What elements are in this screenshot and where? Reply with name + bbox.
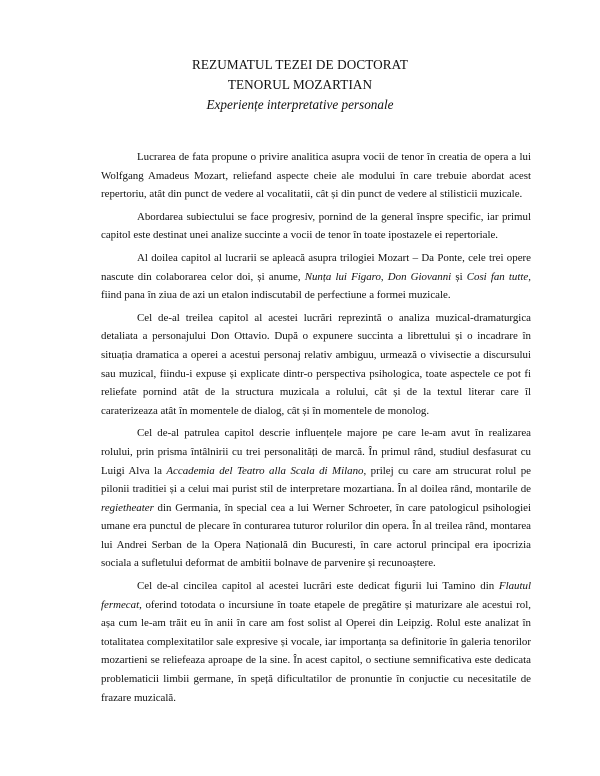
text-span: , xyxy=(380,270,388,283)
opera-title-don-giovanni: Don Giovanni xyxy=(387,270,452,283)
text-span: Cel de-al patrulea capitol descrie influențele majore pe care le-am avut în realizarea rolului, prin prisma întâlnirii cu trei personalități de marcă. În primul rând, studiul desfasurat cu Luigi Alva la xyxy=(101,427,531,477)
text-span: Cel de-al cincilea capitol al acestei lucrări este dedicat figurii lui Tamino din xyxy=(137,580,499,593)
text-span: , fiind pana în ziua de azi un etalon indiscutabil de perfectiune a formei muzicale. xyxy=(101,270,531,302)
text-span: și xyxy=(451,270,467,283)
paragraph-chapter-3: Cel de-al treilea capitol al acestei lucrări reprezintă o analiza muzical-dramaturgica detaliata a personajului Don Ottavio. După o expunere succinta a librettului și o incadrare în situația dramatica a operei a acestui personaj relativ ambiguu, urmează o vivisectie a discursului sau muzical, fiindu-i expuse și explicate dintr-o perspectiva psihologica, toate aspectele ce pot fi reliefate pornind atât de la structura muzicala a rolului, cât și de la textul literar care îl caraterizeaza atât în momentele de dialog, cât și în momentele de monolog. xyxy=(101,311,531,417)
academy-name: Accademia del Teatro alla Scala di Milano xyxy=(166,464,364,477)
body-text xyxy=(101,148,531,711)
opera-title-cosi-fan-tutte: Cosi fan tutte xyxy=(466,270,529,283)
term-regietheater: regietheater xyxy=(101,501,154,514)
text-span: Al doilea capitol al lucrarii se apleacă asupra trilogiei Mozart – Da Ponte, cele trei opere nascute din colaborarea celor doi, și anume, xyxy=(101,251,531,283)
title-block xyxy=(0,55,600,115)
paragraph-intro: Lucrarea de fata propune o privire analitica asupra vocii de tenor în creatia de opera a lui Wolfgang Amadeus Mozart, reliefand aspecte cheie ale modului în care trebuie abordat acest repertoriu, atât din punct de vedere al vocalitatii, cât și din punct de vedere al stilisticii muzicale. xyxy=(101,151,531,201)
document-title: REZUMATUL TEZEI DE DOCTORAT xyxy=(191,57,408,72)
paragraph-chapter-1: Abordarea subiectului se face progresiv, pornind de la general înspre specific, iar primul capitol este destinat unei analize succinte a vocii de tenor în toate ipostazele ei repertoriale. xyxy=(101,210,531,242)
thesis-subtitle: Experiențe interpretative personale xyxy=(206,97,394,112)
text-span: din Germania, în special cea a lui Werner Schroeter, în care patologicul psihologiei umane era punctul de plecare în conturarea tuturor rolurilor din opera. În al treilea rând, montarea lui Andrei Serban de la Opera Națională din Bucuresti, în care actorul principal era ipocrizia sociala a sufletului deformat de ambitii bolnave de parvenire și recunoaștere. xyxy=(101,501,531,570)
text-span: , oferind totodata o incursiune în toate etapele de pregătire și maturizare ale acestui rol, așa cum le-am trăit eu în anii în care am fost solist al Operei din Leipzig. Rolul este analizat în totalitatea complexitatilor sale expresive și vocale, iar importanța sa definitorie în galeria tenorilor mozartieni se reliefeaza aproape de la sine. În acest capitol, o sectiune semnificativa este dedicata problematicii limbii germane, în speță dificultatilor de pronuntie în conjuctie cu necesitatile de frazare muzicală. xyxy=(101,598,531,704)
opera-title-figaro: Nunța lui Figaro xyxy=(304,270,381,283)
paragraph-chapter-2 xyxy=(101,249,531,305)
paragraph-chapter-5 xyxy=(101,577,531,707)
opera-title-flautul-fermecat: Flautul fermecat xyxy=(101,580,531,611)
thesis-title: TENORUL MOZARTIAN xyxy=(227,77,373,92)
text-span: , prilej cu care am strucurat rolul pe pilonii traditiei și a celui mai purist stil de interpretare mozartiana. În al doilea rând, montarile de xyxy=(101,464,531,496)
paragraph-chapter-4 xyxy=(101,424,531,573)
